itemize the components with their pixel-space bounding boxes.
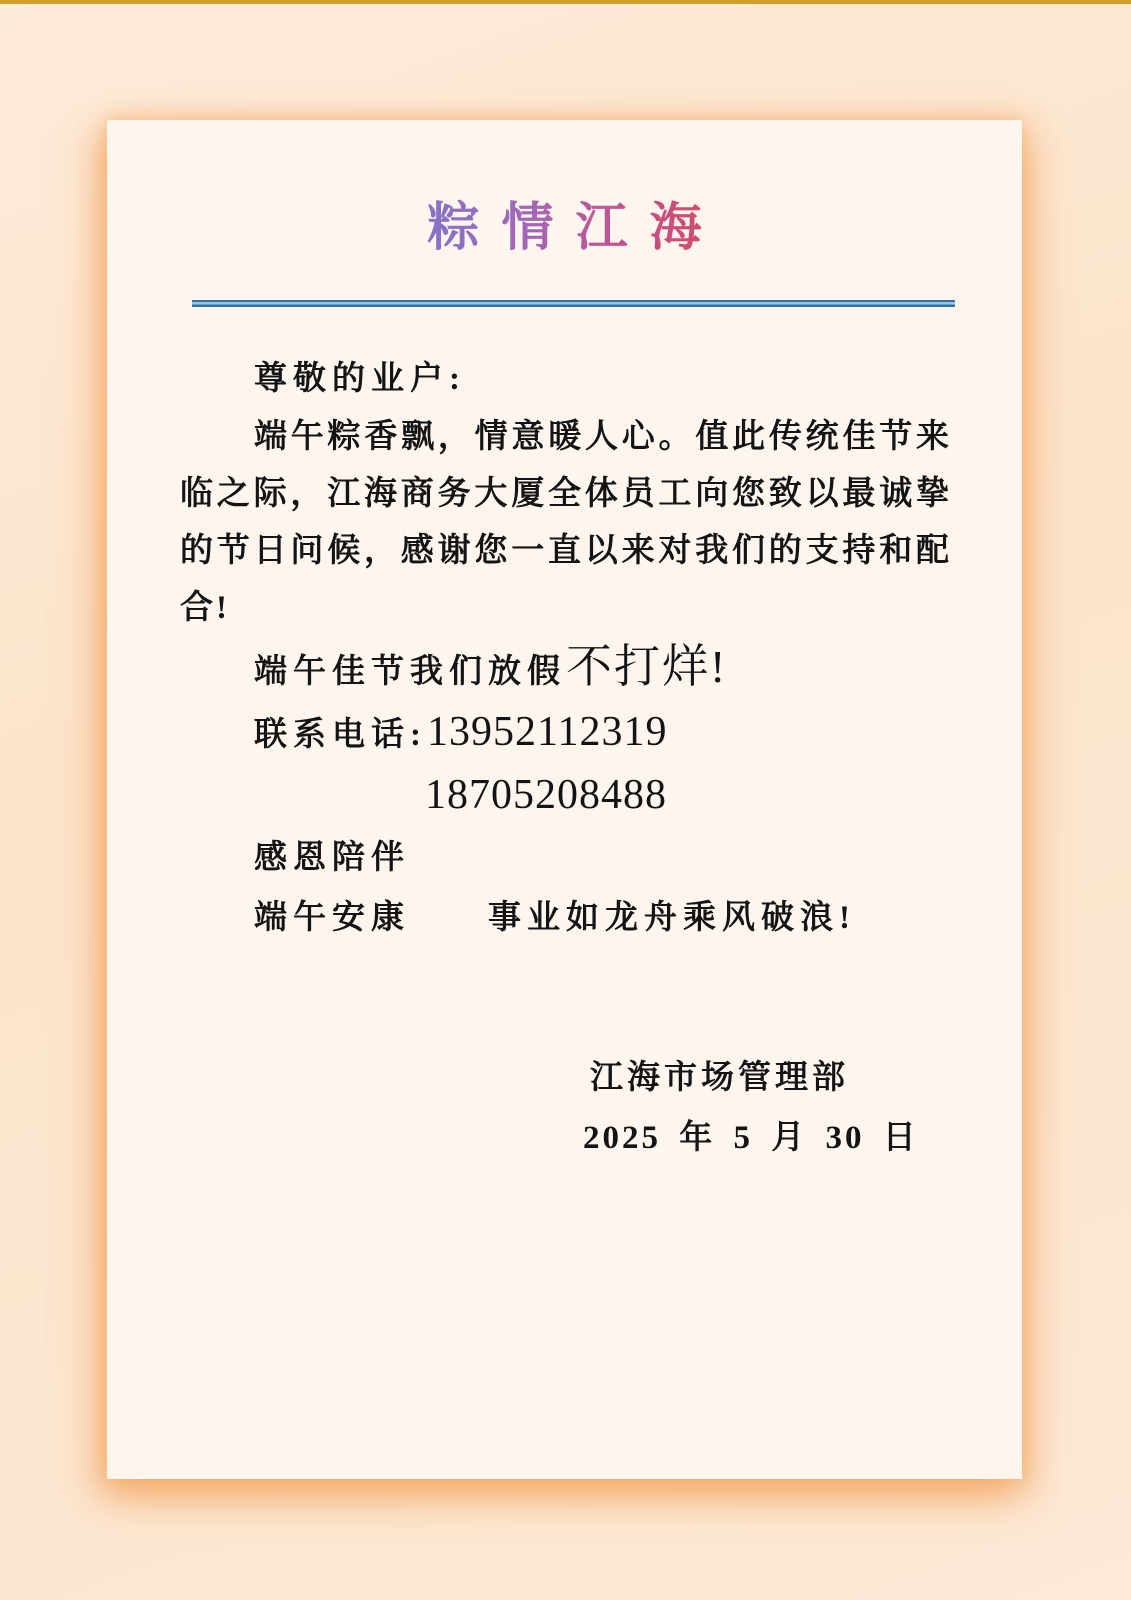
title-row — [107, 198, 1022, 260]
title-divider — [192, 300, 955, 307]
holiday-line-text: 端午佳节我们放假 — [254, 654, 566, 690]
phone-number-secondary: 18705208488 — [425, 772, 667, 818]
top-accent-bar — [0, 0, 1131, 4]
phone-line-secondary — [180, 765, 952, 828]
contact-label: 联系电话: — [254, 717, 427, 753]
letter-title: 粽情江海 — [405, 198, 723, 260]
contact-line — [180, 702, 952, 765]
body-paragraph: 端午粽香飘，情意暖人心。值此传统佳节来临之际，江海商务大厦全体员工向您致以最诚挚的节日问候，感谢您一直以来对我们的支持和配合! — [180, 419, 952, 626]
gratitude-line: 感恩陪伴 — [254, 840, 410, 876]
signature-block — [180, 1048, 952, 1168]
date-line: 2025 年 5 月 30 日 — [583, 1120, 919, 1156]
salutation: 尊敬的业户: — [254, 361, 466, 397]
wish-line: 端午安康 事业如龙舟乘风破浪! — [254, 900, 856, 936]
letter-paper — [107, 120, 1022, 1479]
holiday-line — [180, 637, 952, 702]
letter-body — [180, 349, 952, 1168]
holiday-line-highlight: 不打烊! — [566, 641, 728, 692]
signature: 江海市场管理部 — [590, 1060, 849, 1096]
phone-number-primary: 13952112319 — [427, 709, 668, 755]
